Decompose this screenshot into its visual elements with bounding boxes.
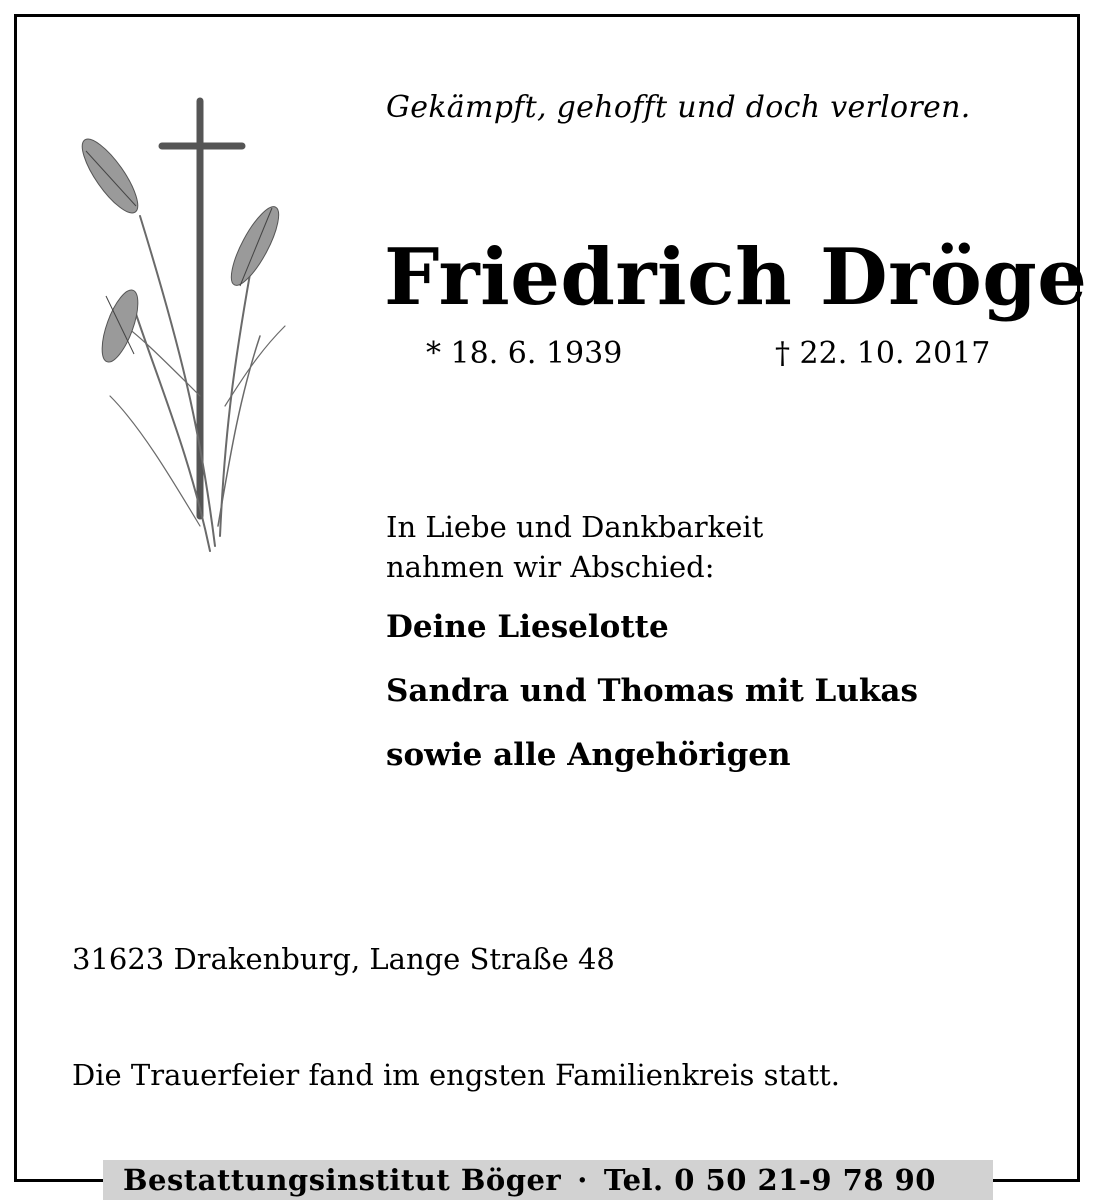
ceremony-note: Die Trauerfeier fand im engsten Familienkreis statt. xyxy=(72,1058,840,1092)
funeral-home-banner xyxy=(103,1160,993,1200)
farewell-text xyxy=(386,507,763,587)
farewell-line-1: In Liebe und Dankbarkeit xyxy=(386,510,764,544)
farewell-line-2: nahmen wir Abschied: xyxy=(386,550,715,584)
phone-number: Tel. 0 50 21-9 78 90 xyxy=(603,1163,936,1197)
mourner-line: sowie alle Angehörigen xyxy=(386,737,791,773)
separator: · xyxy=(577,1163,588,1197)
mourner-line: Sandra und Thomas mit Lukas xyxy=(386,673,918,709)
motto: Gekämpft, gehofft und doch verloren. xyxy=(386,90,971,125)
deceased-name: Friedrich Dröge xyxy=(384,232,1088,323)
death-date: † 22. 10. 2017 xyxy=(775,336,991,371)
birth-date: * 18. 6. 1939 xyxy=(426,336,623,371)
cross-with-wheat-icon xyxy=(50,96,290,566)
mourner-line: Deine Lieselotte xyxy=(386,609,669,645)
funeral-home-name: Bestattungsinstitut Böger xyxy=(123,1163,562,1197)
address: 31623 Drakenburg, Lange Straße 48 xyxy=(72,942,615,976)
